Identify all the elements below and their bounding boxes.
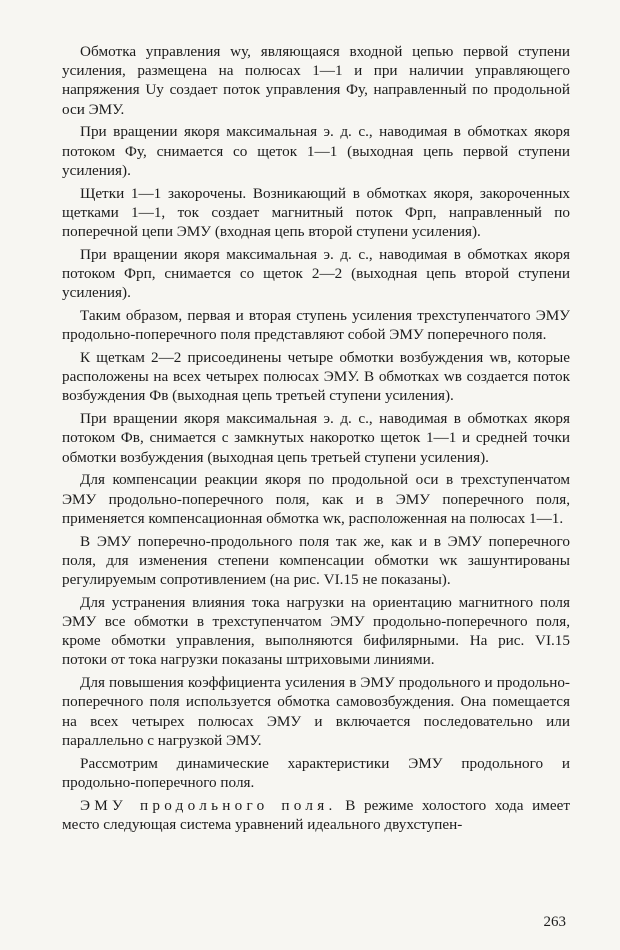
paragraph: Рассмотрим динамические характеристики ЭМУ продольного и продольно-поперечного поля. — [62, 754, 570, 791]
paragraph: При вращении якоря максимальная э. д. с., наводимая в обмотках якоря потоком Фв, снимается с замкнутых накоротко щеток 1—1 и средней точки обмотки возбуждения (выходная цепь третьей ступени усиления). — [62, 410, 570, 466]
spaced-heading: ЭМУ продольного поля. — [80, 796, 337, 814]
paragraph: Для компенсации реакции якоря по продольной оси в трехступенчатом ЭМУ продольно-поперечного поля, как и в ЭМУ поперечного поля, применяется компенсационная обмотка wк, расположенная на полюсах 1—1. — [62, 471, 570, 527]
paragraph: Щетки 1—1 закорочены. Возникающий в обмотках якоря, закороченных щетками 1—1, ток создает магнитный поток Фрп, направленный по поперечной цепи ЭМУ (входная цепь второй ступени усиления). — [62, 184, 570, 241]
paragraph: Для устранения влияния тока нагрузки на ориентацию магнитного поля ЭМУ все обмотки в трехступенчатом ЭМУ продольно-поперечного поля, кроме обмотки управления, выполняются бифилярными. На рис. VI.15 потоки от тока нагрузки показаны штриховыми линиями. — [62, 593, 570, 669]
paragraph: Обмотка управления wу, являющаяся входной цепью первой ступени усиления, размещена на полюсах 1—1 и при наличии управляющего напряжения Uу создает поток управления Фу, направленный по продольной оси ЭМУ. — [62, 43, 570, 118]
page-number: 263 — [543, 914, 566, 930]
paragraph: В ЭМУ поперечно-продольного поля так же, как и в ЭМУ поперечного поля, для изменения степени компенсации обмотки wк зашунтированы регулируемым сопротивлением (на рис. VI.15 не показаны). — [62, 532, 570, 589]
paragraph-continuation: В режиме холостого хода имеет место следующая система уравнений идеального двухступен- — [62, 796, 570, 833]
body-text — [62, 42, 570, 838]
paragraph: К щеткам 2—2 присоединены четыре обмотки возбуждения wв, которые расположены на всех четырех полюсах ЭМУ. В обмотках wв создается поток возбуждения Фв (выходная цепь третьей ступени усиления). — [62, 349, 570, 405]
paragraph: Для повышения коэффициента усиления в ЭМУ продольного и продольно-поперечного поля используется обмотка самовозбуждения. Она помещается на всех четырех полюсах ЭМУ и включается последовательно или параллельно с нагрузкой ЭМУ. — [62, 674, 570, 749]
paragraph: При вращении якоря максимальная э. д. с., наводимая в обмотках якоря потоком Фу, снимается со щеток 1—1 (выходная цепь первой ступени усиления). — [62, 123, 570, 179]
last-paragraph — [62, 796, 570, 834]
paragraph: Таким образом, первая и вторая ступень усиления трехступенчатого ЭМУ продольно-поперечного поля представляют собой ЭМУ поперечного поля. — [62, 307, 570, 344]
paragraph: При вращении якоря максимальная э. д. с., наводимая в обмотках якоря потоком Фрп, снимается со щеток 2—2 (выходная цепь второй ступени усиления). — [62, 245, 570, 302]
